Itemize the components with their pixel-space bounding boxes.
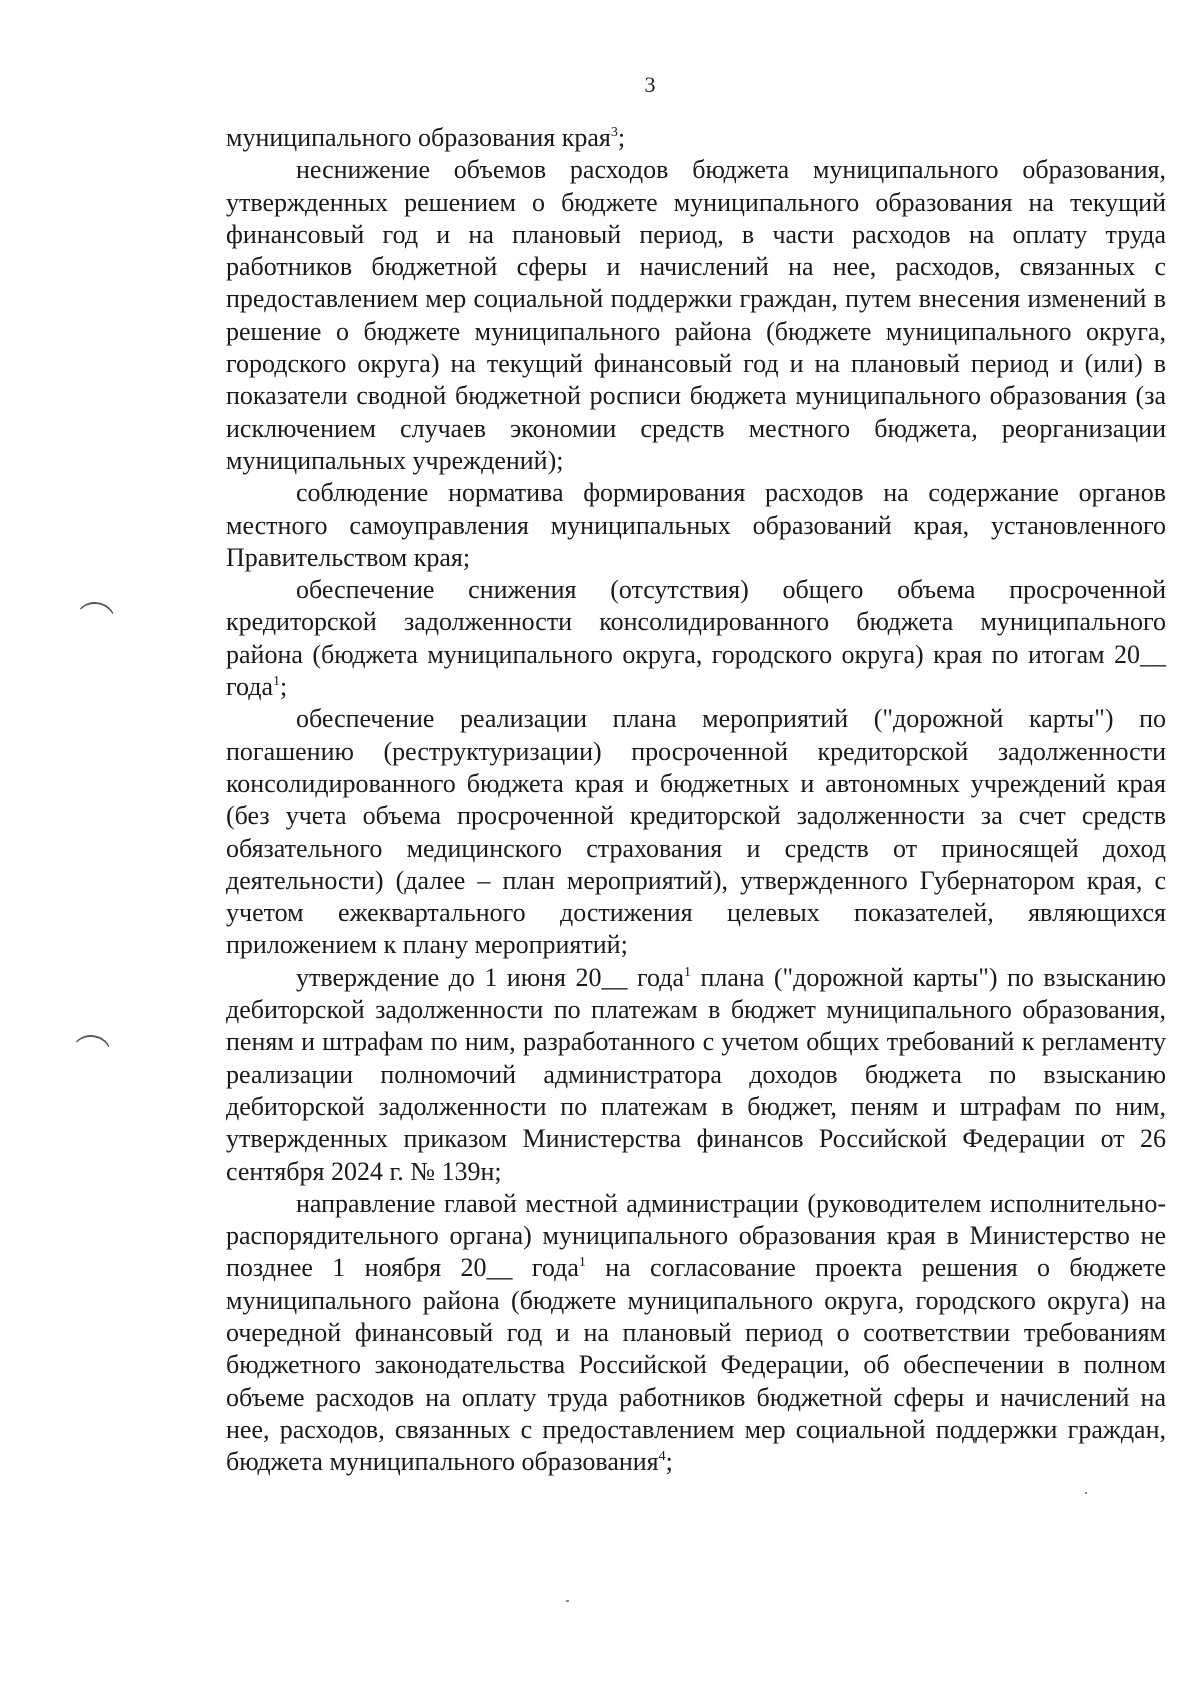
footnote-reference: 4 xyxy=(658,1449,666,1465)
paragraph-text: муниципального образования края xyxy=(226,123,611,152)
paragraph-text: обеспечение снижения (отсутствия) общего объема просроченной кредиторской задолженности консолидированного бюджета муниципального района (бюджета муниципального округа, городского округа) края по итогам 20__ года xyxy=(226,575,1166,702)
footnote-reference: 1 xyxy=(273,674,281,690)
scan-speck xyxy=(566,1600,569,1602)
footnote-reference: 1 xyxy=(578,1255,586,1271)
page-number: 3 xyxy=(644,72,656,97)
paragraph xyxy=(226,154,1166,477)
paragraph-text: утверждение до 1 июня 20__ года xyxy=(296,962,685,992)
footnote-reference: 1 xyxy=(684,964,692,980)
paragraph-text: ; xyxy=(280,672,288,702)
paragraph-text: ; xyxy=(617,123,626,152)
paragraph-text: соблюдение норматива формирования расходов на содержание органов местного самоуправления муниципальных образований края, установленного Правительством края; xyxy=(226,478,1166,572)
paragraph-text: ; xyxy=(665,1447,673,1477)
document-body xyxy=(226,122,1166,1478)
scan-speck xyxy=(1085,1492,1087,1494)
paragraph-text: на согласование проекта решения о бюджете муниципального района (бюджете муниципального округа, городского округа) на очередной финансовый год и на плановый период о соответствии требованиям бюджетного законодательства Российской Федерации, об обеспечении в полном объеме расходов на оплату труда работников бюджетной сферы и начислений на нее, расходов, связанных с предоставлением мер социальной поддержки граждан, бюджета муниципального образования xyxy=(226,1253,1167,1477)
paragraph xyxy=(226,477,1166,574)
paragraph xyxy=(226,574,1166,703)
punch-hole-mark xyxy=(71,599,118,646)
paragraph xyxy=(226,962,1166,1188)
paragraph-text: обеспечение реализации плана мероприятий ("дорожной карты") по погашению (реструктуризации) просроченной кредиторской задолженности консолидированного бюджета края и бюджетных и автономных учреждений края (без учета объема просроченной кредиторской задолженности за счет средств обязательного медицинского страхования и средств от приносящей доход деятельности) (далее – план мероприятий), утвержденного Губернатором края, с учетом ежеквартального достижения целевых показателей, являющихся приложением к плану мероприятий; xyxy=(226,704,1166,960)
paragraph-text: плана ("дорожной карты") по взысканию дебиторской задолженности по платежам в бюджет муниципального образования, пеням и штрафам по ним, разработанного с учетом общих требований к регламенту реализации полномочий администратора доходов бюджета по взысканию дебиторской задолженности по платежам в бюджет, пеням и штрафам по ним, утвержденных приказом Министерства финансов Российской Федерации от 26 сентября 2024 г. № 139н; xyxy=(226,962,1166,1186)
paragraph-text: направление главой местной администрации (руководителем исполнительно-распорядительного органа) муниципального образования края в Министерство не позднее 1 ноября 20__ года xyxy=(226,1188,1166,1283)
paragraph-text: неснижение объемов расходов бюджета муниципального образования, утвержденных решением о бюджете муниципального образования на текущий финансовый год и на плановый период, в части расходов на оплату труда работников бюджетной сферы и начислений на нее, расходов, связанных с предоставлением мер социальной поддержки граждан, путем внесения изменений в решение о бюджете муниципального района (бюджете муниципального округа, городского округа) на текущий финансовый год и на плановый период и (или) в показатели сводной бюджетной росписи бюджета муниципального образования (за исключением случаев экономии средств местного бюджета, реорганизации муниципальных учреждений); xyxy=(226,155,1166,475)
paragraph xyxy=(226,122,1166,154)
paragraph xyxy=(226,703,1166,961)
punch-hole-mark xyxy=(67,1032,114,1079)
footnote-reference: 3 xyxy=(610,125,618,140)
paragraph xyxy=(226,1188,1166,1479)
